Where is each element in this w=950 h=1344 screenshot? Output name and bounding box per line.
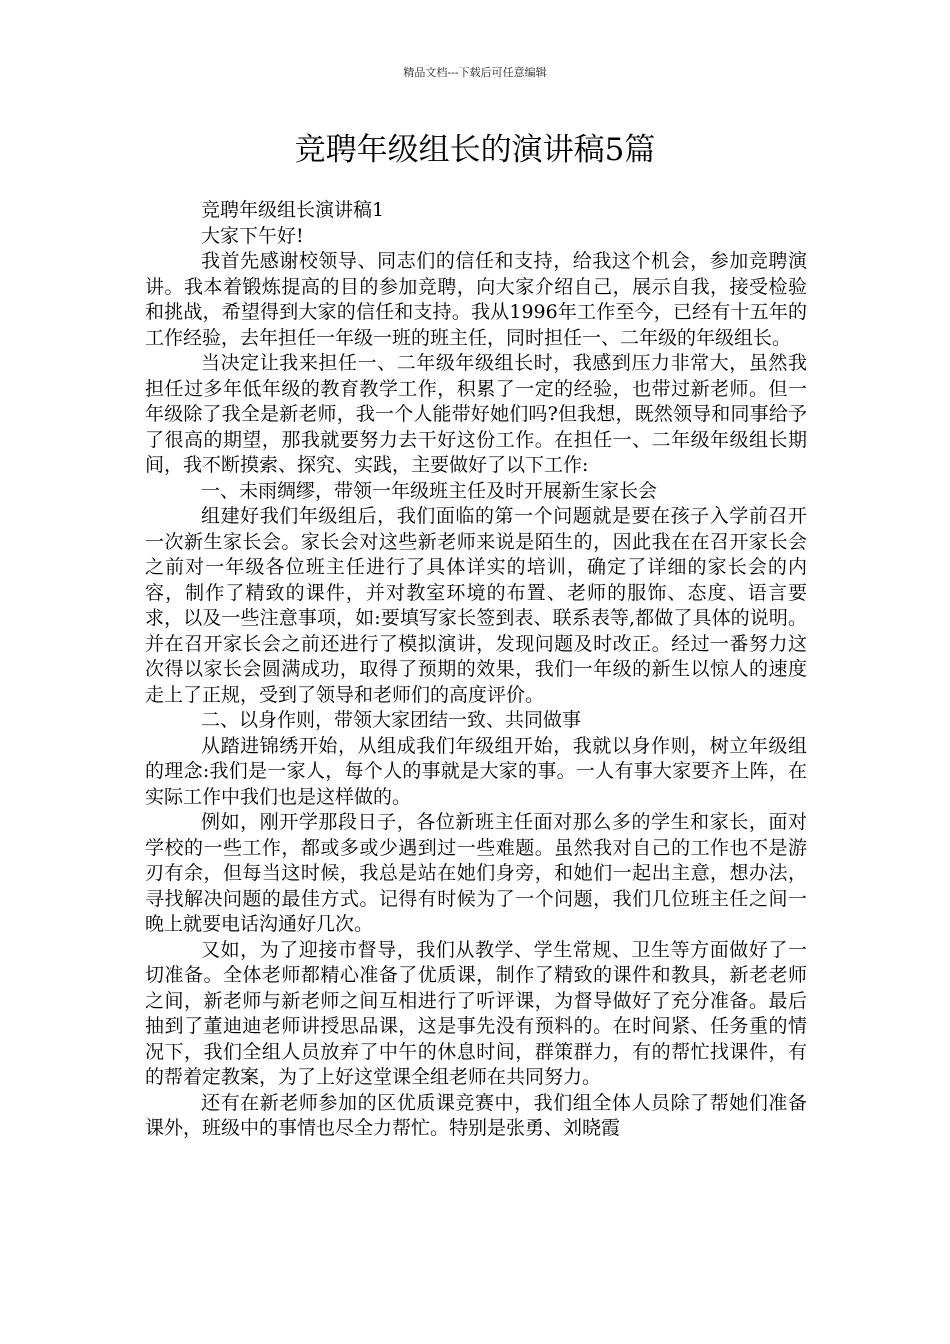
body-paragraph: 我首先感谢校领导、同志们的信任和支持，给我这个机会，参加竞聘演讲。我本着锻炼提高的目的参加竞聘，向大家介绍自己，展示自我，接受检验和挑战，希望得到大家的信任和支持。我从1996年工作至今，已经有十五年的工作经验，去年担任一年级一班的班主任，同时担任一、二年级的年级组长。: [145, 250, 807, 349]
document-title: 竞聘年级组长的演讲稿5篇: [294, 132, 656, 168]
section-heading: 竞聘年级组长演讲稿1: [201, 199, 385, 221]
document-body: [145, 198, 807, 1142]
greeting-paragraph: 大家下午好!: [201, 224, 304, 247]
subheading-paragraph: 一、未雨绸缪，带领一年级班主任及时开展新生家长会: [201, 479, 658, 502]
body-paragraph: 从踏进锦绣开始，从组成我们年级组开始，我就以身作则，树立年级组的理念:我们是一家人，每个人的事就是大家的事。一人有事大家要齐上阵，在实际工作中我们也是这样做的。: [145, 734, 807, 808]
body-paragraph: 还有在新老师参加的区优质课竞赛中，我们组全体人员除了帮她们准备课外，班级中的事情也尽全力帮忙。特别是张勇、刘晓霞: [145, 1091, 807, 1139]
page-header-note: 精品文档---下载后可任意编辑: [403, 66, 547, 79]
body-paragraph: 当决定让我来担任一、二年级年级组长时，我感到压力非常大，虽然我担任过多年低年级的教育教学工作，积累了一定的经验，也带过新老师。但一年级除了我全是新老师，我一个人能带好她们吗?但我想，既然领导和同事给予了很高的期望，那我就要努力去干好这份工作。在担任一、二年级年级组长期间，我不断摸索、探究、实践，主要做好了以下工作:: [145, 352, 807, 476]
subheading-paragraph: 二、以身作则，带领大家团结一致、共同做事: [201, 709, 582, 731]
body-paragraph: 组建好我们年级组后，我们面临的第一个问题就是要在孩子入学前召开一次新生家长会。家长会对这些新老师来说是陌生的，因此我在在召开家长会之前对一年级各位班主任进行了具体详实的培训，确定了详细的家长会的内容，制作了精致的课件，并对教室环境的布置、老师的服饰、态度、语言要求，以及一些注意事项，如:要填写家长签到表、联系表等,都做了具体的说明。并在召开家长会之前还进行了模拟演讲，发现问题及时改正。经过一番努力这次得以家长会圆满成功，取得了预期的效果，我们一年级的新生以惊人的速度走上了正规，受到了领导和老师们的高度评价。: [145, 505, 807, 706]
body-paragraph: 例如，刚开学那段日子，各位新班主任面对那么多的学生和家长，面对学校的一些工作，都或多或少遇到过一些难题。虽然我对自己的工作也不是游刃有余，但每当这时候，我总是站在她们身旁，和她们一起出主意，想办法，寻找解决问题的最佳方式。记得有时候为了一个问题，我们几位班主任之间一晚上就要电话沟通好几次。: [145, 811, 807, 935]
body-paragraph: 又如，为了迎接市督导，我们从教学、学生常规、卫生等方面做好了一切准备。全体老师都精心准备了优质课，制作了精致的课件和教具，新老老师之间，新老师与新老师之间互相进行了听评课，为督导做好了充分准备。最后抽到了董迪迪老师讲授思品课，这是事先没有预料的。在时间紧、任务重的情况下，我们全组人员放弃了中午的休息时间，群策群力，有的帮忙找课件，有的帮着定教案，为了上好这堂课全组老师在共同努力。: [145, 938, 807, 1088]
